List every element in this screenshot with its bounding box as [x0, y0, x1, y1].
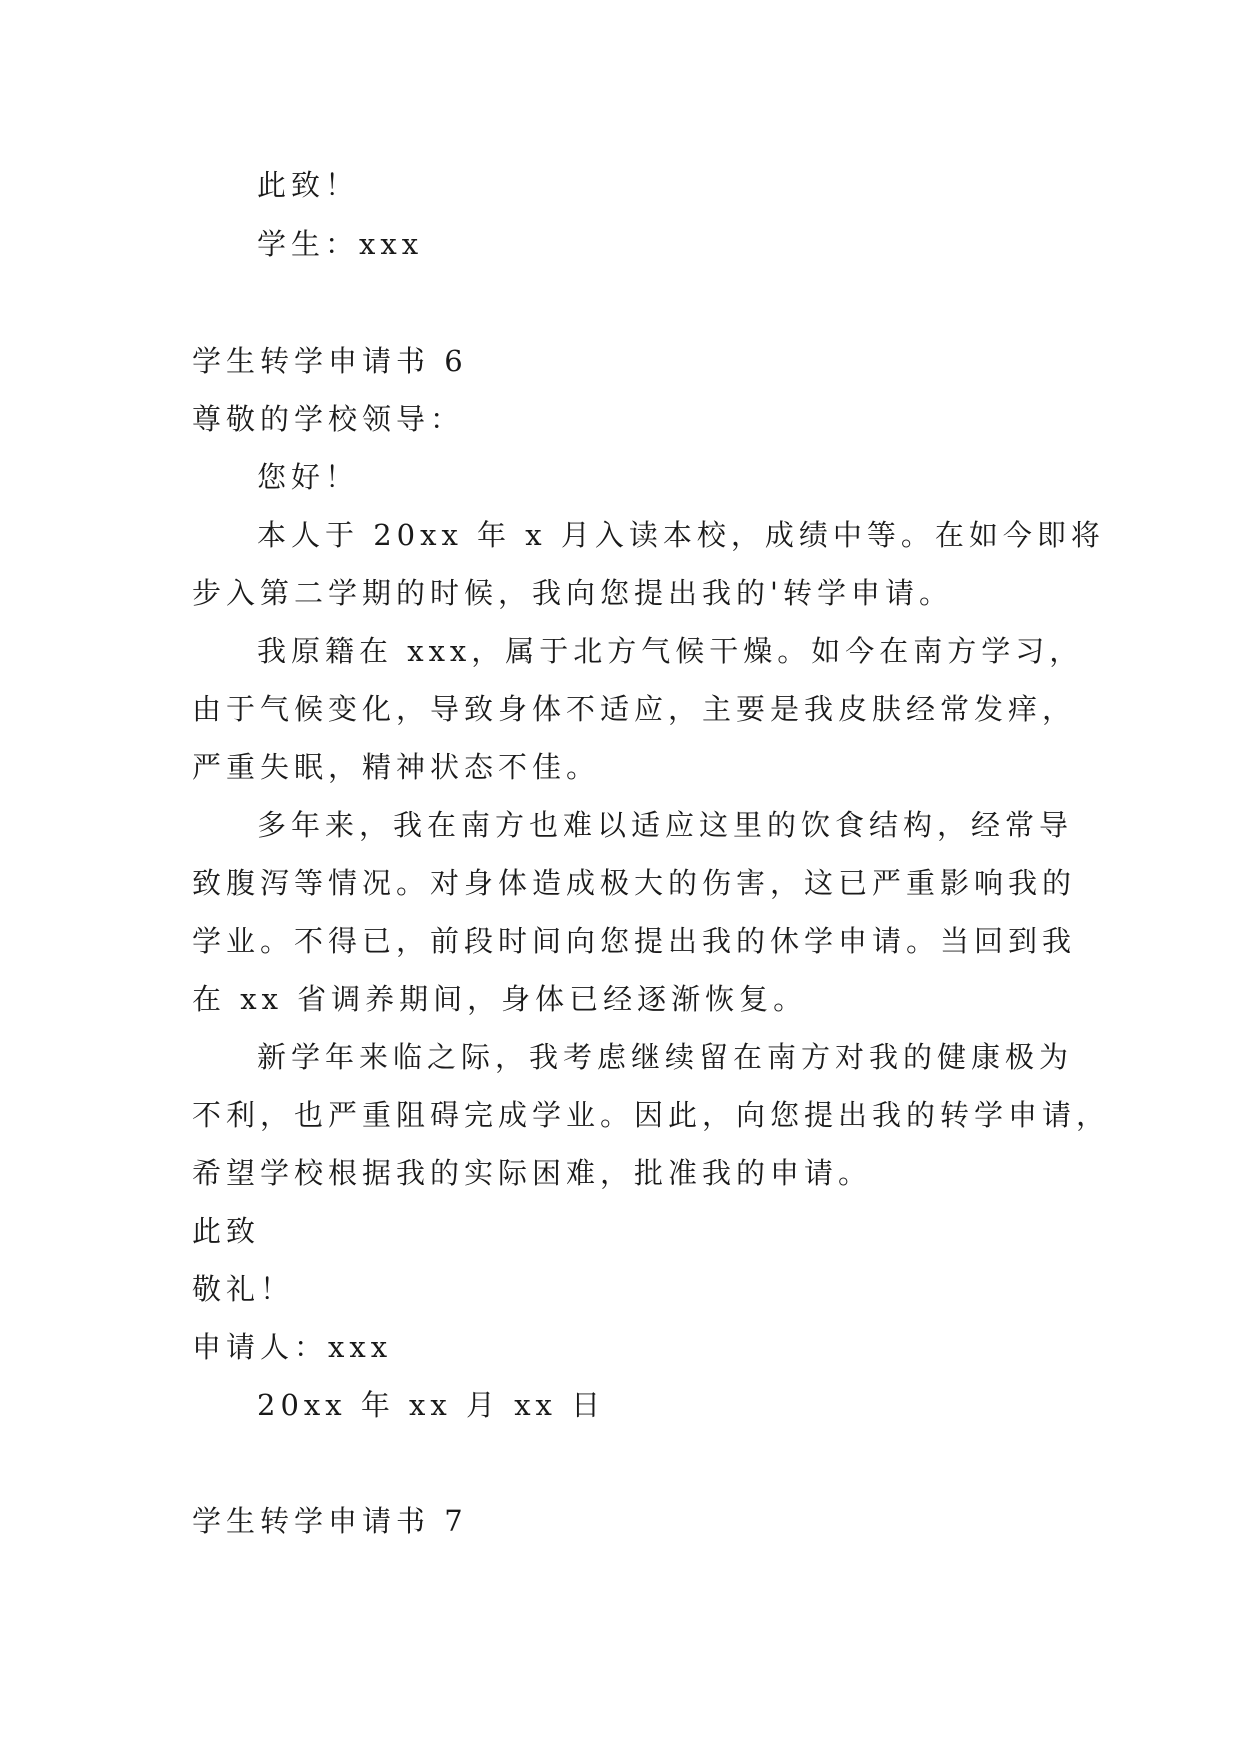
closing-regards: 敬礼！: [192, 1272, 295, 1306]
paragraph-line: 本人于 20xx 年 x 月入读本校，成绩中等。在如今即将: [257, 518, 1105, 552]
salutation: 尊敬的学校领导：: [192, 402, 465, 436]
paragraph-line: 学业。不得已，前段时间向您提出我的休学申请。当回到我: [192, 924, 1077, 958]
section-title-6: 学生转学申请书 6: [192, 344, 468, 378]
paragraph-line: 我原籍在 xxx，属于北方气候干燥。如今在南方学习，: [257, 634, 1084, 668]
student-signature: 学生：xxx: [257, 227, 424, 261]
paragraph-line: 新学年来临之际，我考虑继续留在南方对我的健康极为: [257, 1040, 1074, 1074]
paragraph-line: 致腹泻等情况。对身体造成极大的伤害，这已严重影响我的: [192, 866, 1077, 900]
paragraph-line: 不利，也严重阻碍完成学业。因此，向您提出我的转学申请，: [192, 1098, 1111, 1132]
closing-line: 此致: [192, 1214, 261, 1248]
date-line: 20xx 年 xx 月 xx 日: [257, 1388, 606, 1422]
paragraph-line: 多年来，我在南方也难以适应这里的饮食结构，经常导: [257, 808, 1074, 842]
paragraph-line: 由于气候变化，导致身体不适应，主要是我皮肤经常发痒，: [192, 692, 1077, 726]
paragraph-line: 严重失眠，精神状态不佳。: [192, 750, 601, 784]
closing-line: 此致！: [257, 168, 360, 202]
applicant-signature: 申请人：xxx: [192, 1330, 393, 1364]
section-title-7: 学生转学申请书 7: [192, 1504, 468, 1538]
paragraph-line: 在 xx 省调养期间，身体已经逐渐恢复。: [192, 982, 808, 1016]
paragraph-line: 步入第二学期的时候，我向您提出我的'转学申请。: [192, 576, 953, 610]
paragraph-line: 希望学校根据我的实际困难，批准我的申请。: [192, 1156, 873, 1190]
greeting: 您好！: [257, 460, 360, 494]
